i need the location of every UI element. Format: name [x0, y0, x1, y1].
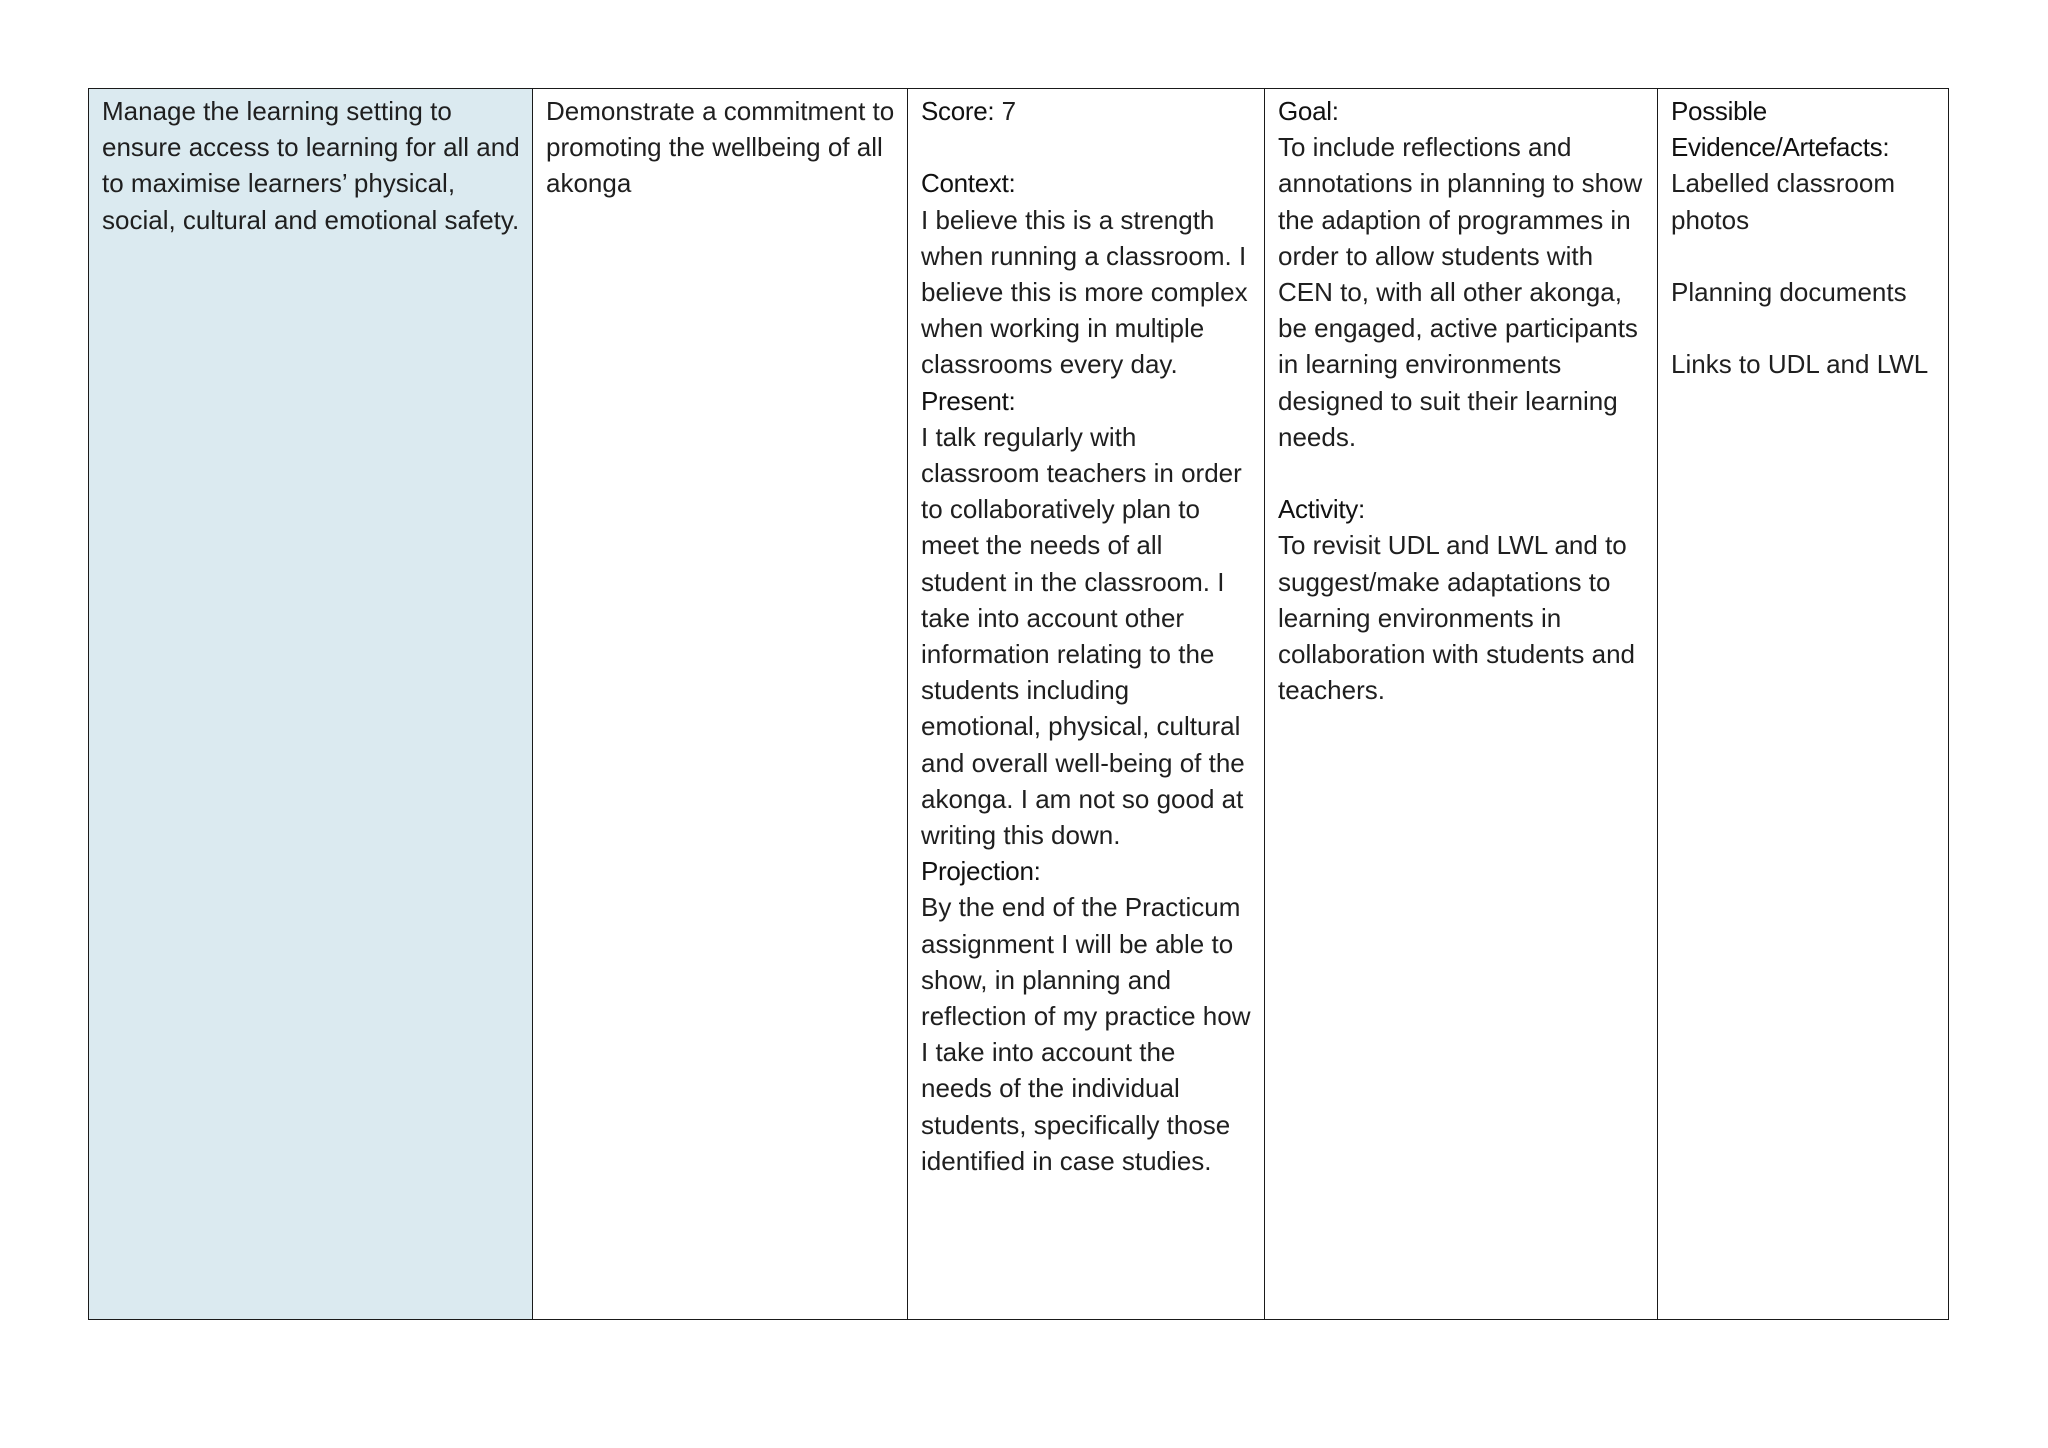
- evidence-cell: [1658, 89, 1949, 1320]
- score-line: [921, 93, 1252, 129]
- present-text: I talk regularly with classroom teachers in order to collaboratively plan to meet the needs of all student in the classroom. I take into account other information relating to the students including emotional, physical, cultural and overall well-being of the akonga. I am not so good at writing this down.: [921, 421, 1245, 851]
- projection-label: Projection:: [921, 856, 1041, 887]
- goal-label: Goal:: [1278, 96, 1339, 126]
- criteria-text: Demonstrate a commitment to promoting the wellbeing of all akonga: [546, 96, 895, 199]
- goal-text: To include reflections and annotations in planning to show the adaption of programmes in order to allow students with CEN to, with all other akonga, be engaged, active participants in learning environments designed to suit their learning needs.: [1278, 132, 1643, 452]
- rubric-table: [88, 88, 1949, 1320]
- present-label: Present:: [921, 385, 1016, 416]
- context-text: I believe this is a strength when running a classroom. I believe this is more complex when working in multiple classrooms every day.: [921, 204, 1248, 380]
- evidence-label: Possible Evidence/Artefacts:: [1671, 96, 1890, 163]
- spacer: [1671, 238, 1936, 274]
- reflection-cell: [908, 89, 1265, 1320]
- context-label: Context:: [921, 168, 1016, 199]
- table-row: [89, 89, 1949, 1320]
- spacer: [1671, 310, 1936, 346]
- spacer: [1278, 455, 1645, 491]
- activity-label: Activity:: [1278, 494, 1365, 525]
- standard-text: Manage the learning setting to ensure access to learning for all and to maximise learners’ physical, social, cultural and emotional safety.: [102, 96, 520, 235]
- evidence-item: Labelled classroom photos: [1671, 168, 1896, 235]
- activity-text: To revisit UDL and LWL and to suggest/make adaptations to learning environments in collaboration with students and teachers.: [1278, 530, 1636, 706]
- spacer: [921, 129, 1252, 165]
- evidence-item: Planning documents: [1671, 277, 1907, 307]
- standard-cell: [89, 89, 533, 1320]
- evidence-item: Links to UDL and LWL: [1671, 349, 1929, 380]
- criteria-cell: [533, 89, 908, 1320]
- score-value: 7: [1001, 96, 1017, 126]
- projection-text: By the end of the Practicum assignment I will be able to show, in planning and reflection of my practice how I take into account the needs of the individual students, specifically those identified in case studies.: [921, 892, 1251, 1176]
- goal-cell: [1265, 89, 1658, 1320]
- score-label: Score:: [921, 96, 995, 126]
